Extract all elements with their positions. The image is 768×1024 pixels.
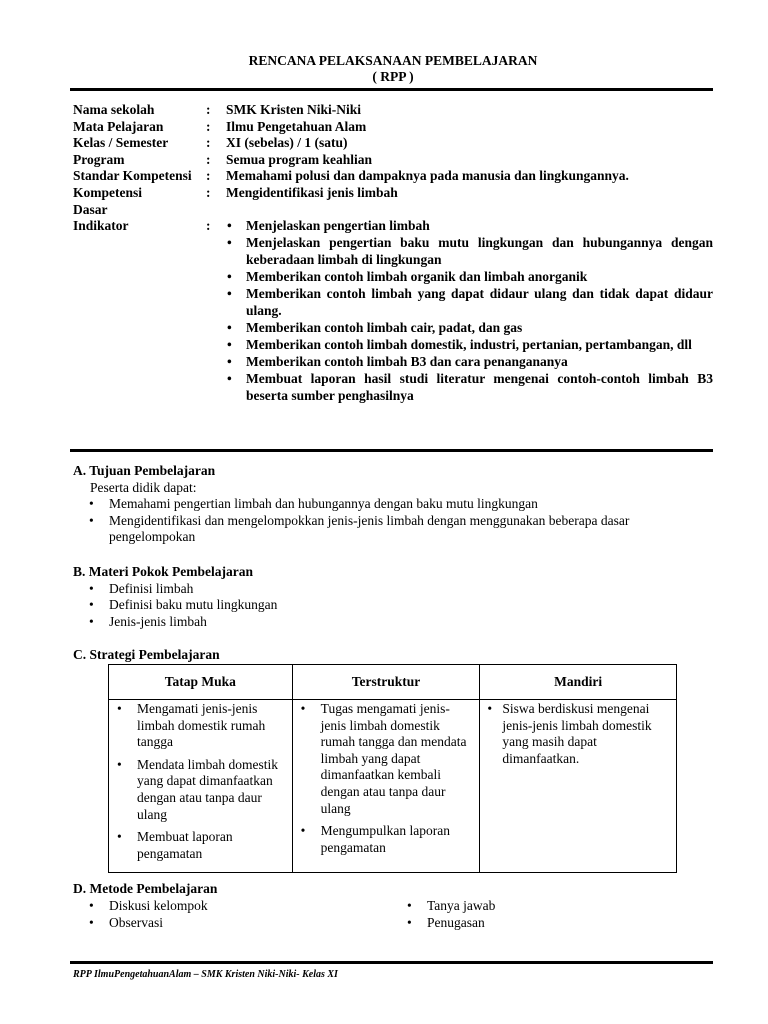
methods-column <box>89 898 208 931</box>
indicator-list <box>226 218 713 404</box>
info-value: XI (sebelas) / 1 (satu) <box>226 135 348 151</box>
table-cell <box>292 700 480 873</box>
info-colon: : <box>206 102 211 117</box>
document-title: RENCANA PELAKSANAAN PEMBELAJARAN <box>248 53 538 68</box>
info-row-basic-competence <box>73 185 713 218</box>
objective-item: • Memahami pengertian limbah dan hubungannya dengan baku mutu lingkungan <box>73 496 713 513</box>
section-material <box>73 564 713 630</box>
section-heading: A. Tujuan Pembelajaran <box>73 463 216 478</box>
indicator-item: • Memberikan contoh limbah B3 dan cara penangananya <box>226 354 713 371</box>
table-cell <box>480 700 677 873</box>
indicator-item: • Menjelaskan pengertian limbah <box>226 218 713 235</box>
method-item: • Observasi <box>89 915 208 932</box>
header-rule <box>70 88 713 91</box>
strategy-table <box>108 664 677 873</box>
info-label: Kompetensi Dasar <box>73 184 142 217</box>
method-item: • Tanya jawab <box>407 898 495 915</box>
indicator-item: • Menjelaskan pengertian baku mutu lingkungan dan hubungannya dengan keberadaan limbah di lingkungan <box>226 235 713 268</box>
info-value: SMK Kristen Niki-Niki <box>226 102 362 117</box>
list-item: • Mendata limbah domestik yang dapat dimanfaatkan dengan atau tanpa daur ulang <box>113 757 288 823</box>
indicator-item: • Memberikan contoh limbah yang dapat didaur ulang dan tidak dapat didaur ulang. <box>226 286 713 319</box>
info-value: Semua program keahlian <box>226 151 373 167</box>
table-cell <box>109 700 293 873</box>
info-row-subject <box>73 119 713 136</box>
table-header-row <box>109 665 677 700</box>
info-value: Mengidentifikasi jenis limbah <box>226 184 398 200</box>
list-item: • Mengumpulkan laporan pengamatan <box>297 823 476 856</box>
column-header: Terstruktur <box>292 665 480 700</box>
info-row-standard <box>73 168 713 185</box>
material-list <box>73 581 713 631</box>
objective-item: • Mengidentifikasi dan mengelompokkan jenis-jenis limbah dengan menggunakan beberapa dasar pengelompokan <box>73 513 713 546</box>
method-item: • Diskusi kelompok <box>89 898 208 915</box>
material-item: • Jenis-jenis limbah <box>73 614 713 631</box>
column-header: Tatap Muka <box>109 665 293 700</box>
info-colon: : <box>206 151 211 167</box>
section-methods-heading <box>73 881 713 898</box>
indicator-item: • Memberikan contoh limbah domestik, industri, pertanian, pertambangan, dll <box>226 337 713 354</box>
identity-block <box>73 102 713 405</box>
info-label: Program <box>73 151 125 167</box>
list-item: • Mengamati jenis-jenis limbah domestik rumah tangga <box>113 701 288 751</box>
info-label: Nama sekolah <box>73 102 155 117</box>
section-heading: D. Metode Pembelajaran <box>73 881 218 896</box>
methods-column <box>407 898 495 931</box>
indicator-list-wrap <box>226 218 713 405</box>
indicator-item: • Memberikan contoh limbah organik dan limbah anorganik <box>226 269 713 286</box>
info-row-school <box>73 102 713 119</box>
section-heading: B. Materi Pokok Pembelajaran <box>73 564 253 579</box>
indicator-item: • Memberikan contoh limbah cair, padat, dan gas <box>226 320 713 337</box>
info-row-class <box>73 135 713 152</box>
method-item: • Penugasan <box>407 915 495 932</box>
info-label: Mata Pelajaran <box>73 118 164 134</box>
info-value: Memahami polusi dan dampaknya pada manusia dan lingkungannya. <box>226 168 629 184</box>
info-colon: : <box>206 118 211 134</box>
info-colon: : <box>206 168 211 184</box>
info-row-indicators <box>73 218 713 405</box>
list-item: • Membuat laporan pengamatan <box>113 829 288 862</box>
info-label: Kelas / Semester <box>73 135 169 151</box>
info-row-program <box>73 152 713 169</box>
objectives-list <box>73 496 713 546</box>
section-intro: Peserta didik dapat: <box>90 479 197 495</box>
section-heading: C. Strategi Pembelajaran <box>73 647 220 662</box>
info-label: Standar Kompetensi <box>73 168 192 184</box>
document-subtitle: ( RPP ) <box>372 69 414 84</box>
section-strategy <box>73 647 713 664</box>
info-value: Ilmu Pengetahuan Alam <box>226 118 367 134</box>
list-item: • Siswa berdiskusi mengenai jenis-jenis limbah domestik yang masih dapat dimanfaatkan. <box>484 701 672 767</box>
indicator-item: • Membuat laporan hasil studi literatur mengenai contoh-contoh limbah B3 beserta sumber penghasilnya <box>226 371 713 404</box>
column-header: Mandiri <box>480 665 677 700</box>
material-item: • Definisi baku mutu lingkungan <box>73 597 713 614</box>
page-footer: RPP IlmuPengetahuanAlam – SMK Kristen Niki-Niki- Kelas XI <box>73 969 338 980</box>
info-colon: : <box>206 218 211 234</box>
terstruktur-list <box>297 701 476 856</box>
info-label: Indikator <box>73 218 129 234</box>
table-row <box>109 700 677 873</box>
info-colon: : <box>206 135 211 151</box>
section-objectives <box>73 463 713 546</box>
material-item: • Definisi limbah <box>73 581 713 598</box>
info-colon: : <box>206 184 211 200</box>
tatap-muka-list <box>113 701 288 862</box>
mandiri-list <box>484 701 672 767</box>
footer-rule <box>70 961 713 964</box>
identity-rule <box>70 449 713 452</box>
list-item: • Tugas mengamati jenis-jenis limbah domestik rumah tangga dan mendata limbah yang dapat dimanfaatkan kembali dengan atau tanpa daur ulang <box>297 701 476 817</box>
